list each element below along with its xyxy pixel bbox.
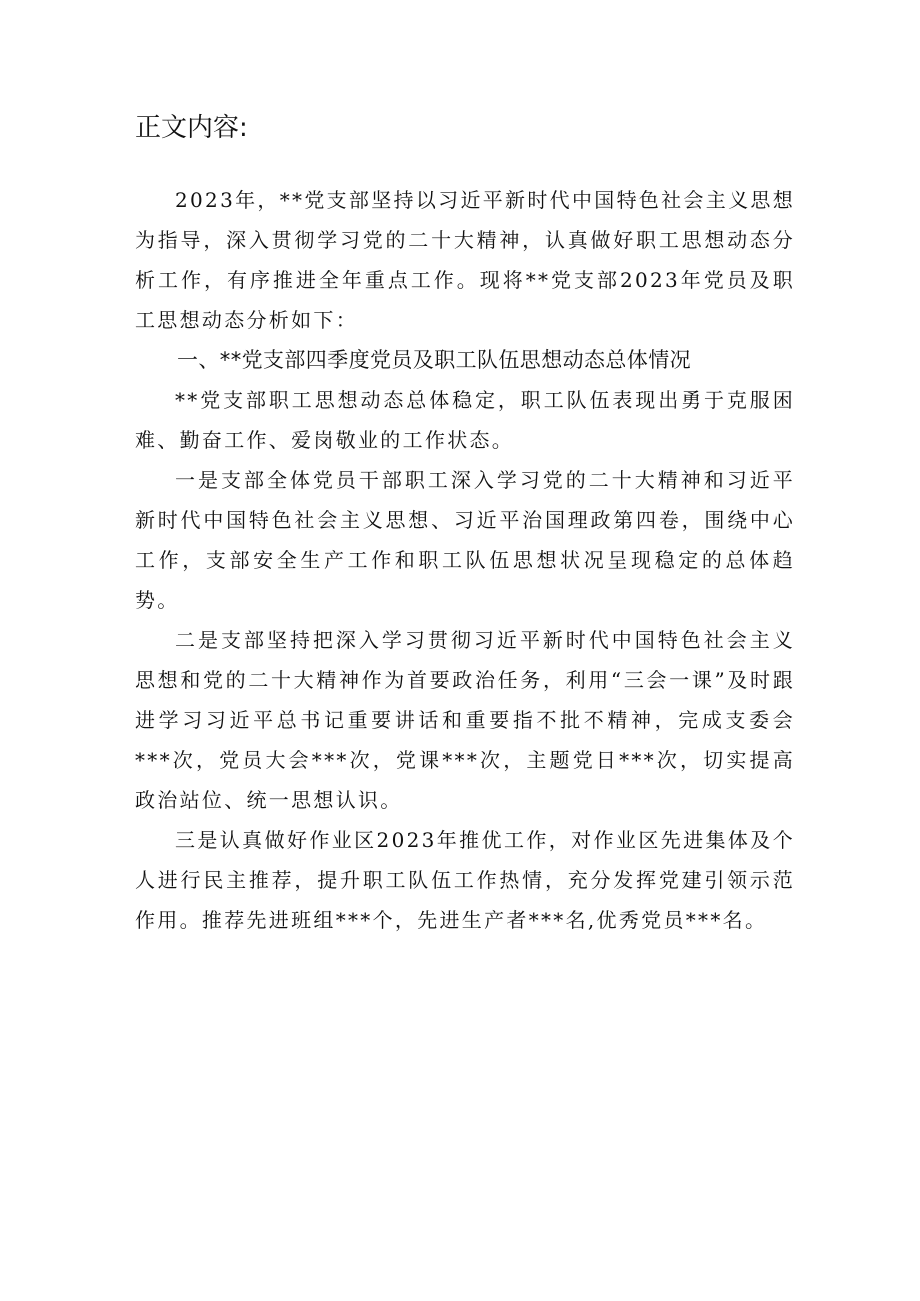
paragraph-point-three: 三是认真做好作业区2023年推优工作，对作业区先进集体及个人进行民主推荐，提升职工队伍工作热情，充分发挥党建引领示范作用。推荐先进班组***个，先进生产者***名,优秀党员***名。 bbox=[135, 828, 795, 932]
paragraph-point-one: 一是支部全体党员干部职工深入学习党的二十大精神和习近平新时代中国特色社会主义思想、习近平治国理政第四卷，围绕中心工作，支部安全生产工作和职工队伍思想状况呈现稳定的总体趋势。 bbox=[135, 468, 795, 612]
paragraph-summary: **党支部职工思想动态总体稳定，职工队伍表现出勇于克服困难、勤奋工作、爱岗敬业的工作状态。 bbox=[135, 388, 795, 452]
content-label: 正文内容: bbox=[135, 113, 248, 143]
section-title: 一、**党支部四季度党员及职工队伍思想动态总体情况 bbox=[177, 348, 691, 372]
document-body bbox=[135, 180, 795, 940]
paragraph-point-two: 二是支部坚持把深入学习贯彻习近平新时代中国特色社会主义思想和党的二十大精神作为首要政治任务，利用“三会一课”及时跟进学习习近平总书记重要讲话和重要指不批不精神，完成支委会***次，党员大会***次，党课***次，主题党日***次，切实提高政治站位、统一思想认识。 bbox=[135, 628, 795, 812]
intro-paragraph: 2023年，**党支部坚持以习近平新时代中国特色社会主义思想为指导，深入贯彻学习党的二十大精神，认真做好职工思想动态分析工作，有序推进全年重点工作。现将**党支部2023年党员及职工思想动态分析如下： bbox=[135, 188, 795, 332]
